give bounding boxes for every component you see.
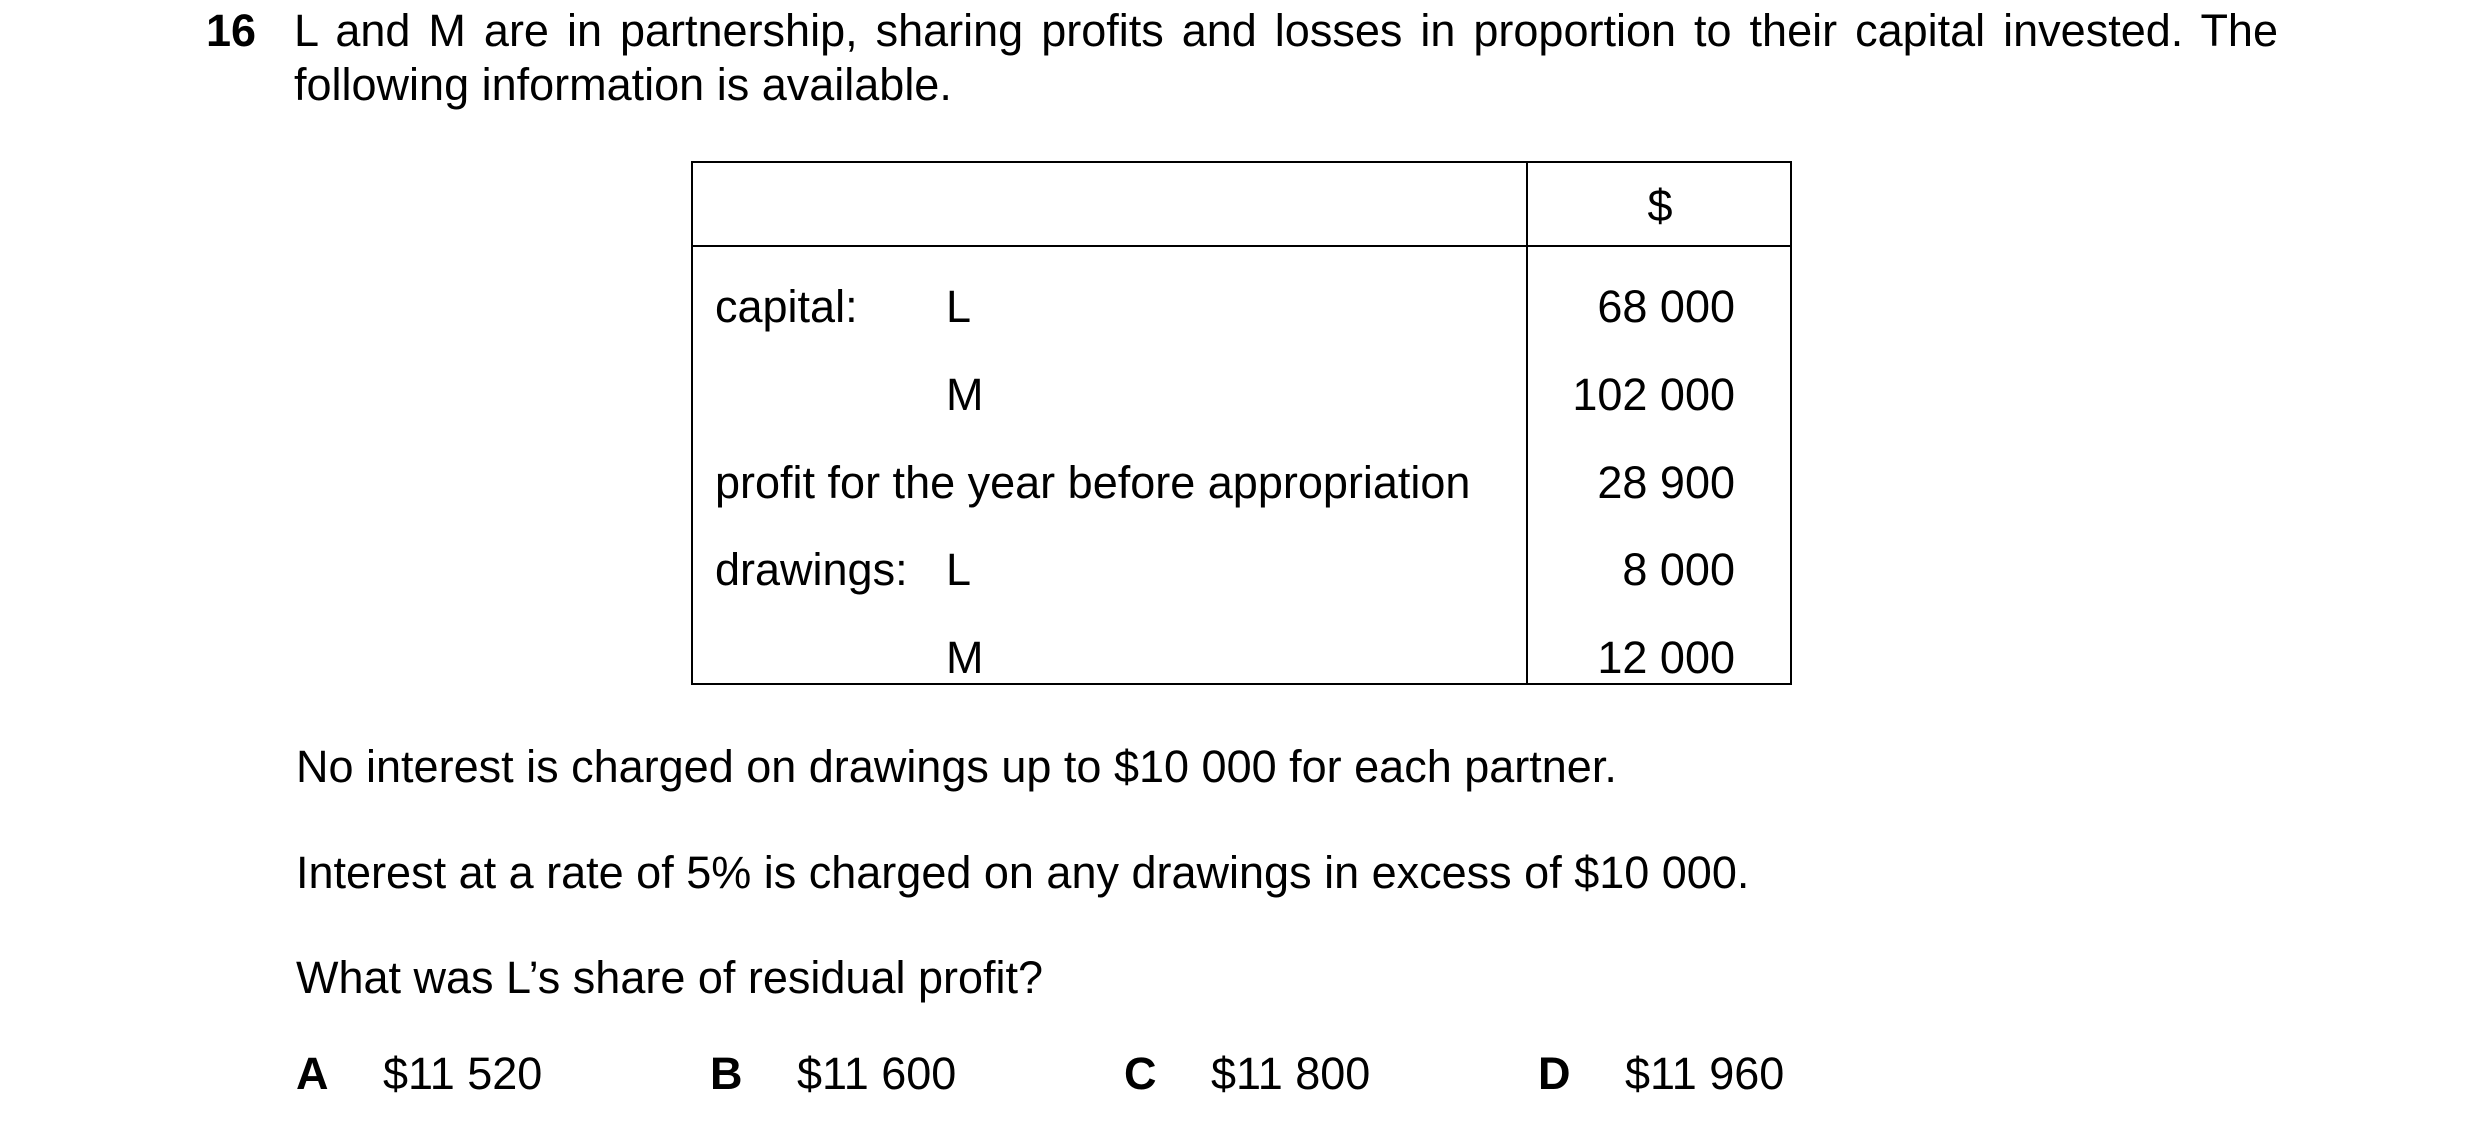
- option-value: $11 600: [797, 1048, 957, 1099]
- table-row: [693, 543, 1790, 597]
- option-letter: D: [1538, 1048, 1571, 1099]
- table-row: [693, 631, 1790, 685]
- option-value: $11 960: [1625, 1048, 1785, 1099]
- row-label: drawings:: [715, 544, 908, 595]
- option-value: $11 800: [1211, 1048, 1371, 1099]
- row-partner: L: [946, 281, 972, 332]
- row-amount: 8 000: [1622, 544, 1735, 595]
- table-row: [693, 368, 1790, 422]
- row-amount: 28 900: [1597, 457, 1735, 508]
- table-row: [693, 456, 1790, 510]
- information-table: [691, 161, 1792, 685]
- note-interest-free: No interest is charged on drawings up to $10 000 for each partner.: [296, 741, 1617, 792]
- option-letter: B: [710, 1048, 743, 1099]
- table-column-divider: [1526, 163, 1528, 683]
- row-amount: 68 000: [1597, 281, 1735, 332]
- table-header-divider: [693, 245, 1790, 247]
- option-value: $11 520: [383, 1048, 543, 1099]
- option-letter: A: [296, 1048, 329, 1099]
- question-number: 16: [206, 5, 257, 56]
- row-amount: 12 000: [1597, 632, 1735, 683]
- question-stem: L and M are in partnership, sharing profits and losses in proportion to their capital invested. The following information is available.: [294, 5, 2278, 110]
- row-partner: L: [946, 544, 972, 595]
- row-partner: M: [946, 632, 984, 683]
- row-amount: 102 000: [1572, 369, 1735, 420]
- question-prompt: What was L’s share of residual profit?: [296, 952, 1044, 1003]
- option-letter: C: [1124, 1048, 1157, 1099]
- table-row: [693, 280, 1790, 334]
- row-partner: M: [946, 369, 984, 420]
- row-label: profit for the year before appropriation: [715, 457, 1471, 508]
- row-label: capital:: [715, 281, 858, 332]
- note-interest-rate: Interest at a rate of 5% is charged on any drawings in excess of $10 000.: [296, 847, 1750, 898]
- currency-header: $: [1647, 180, 1673, 231]
